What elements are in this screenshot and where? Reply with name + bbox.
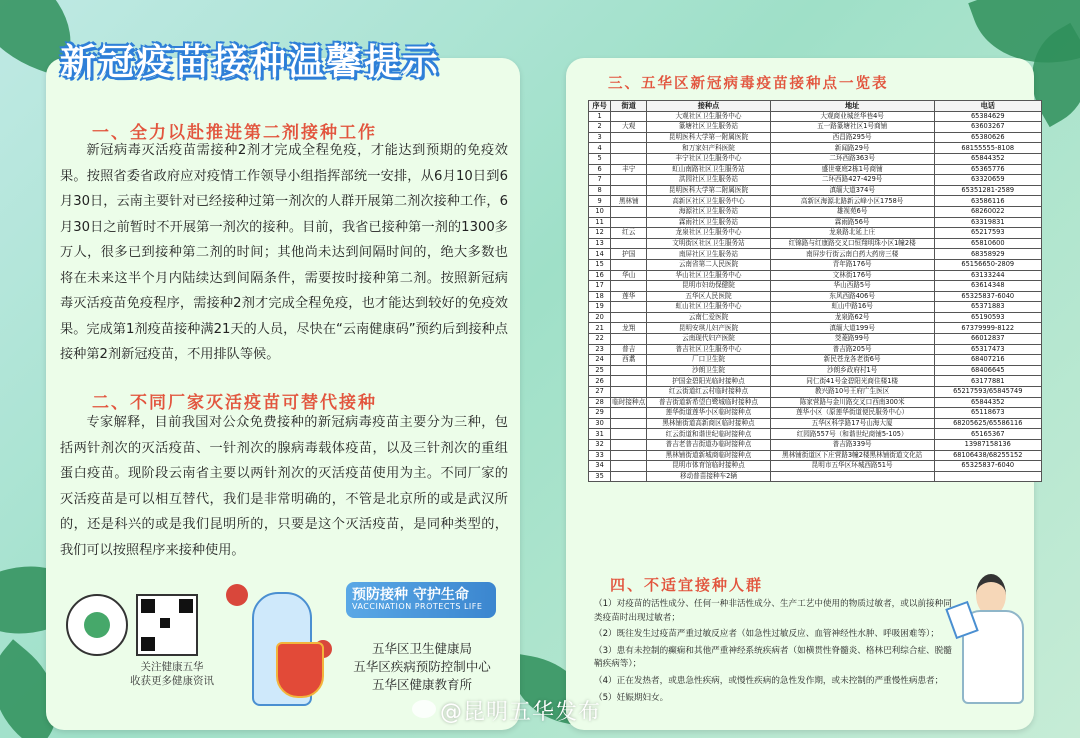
table-cell: 普吉老普吉街道办临时接种点 xyxy=(647,440,771,451)
table-cell: 65156650-2809 xyxy=(934,259,1041,270)
table-cell: 普吉路205号 xyxy=(770,344,934,355)
table-cell: 28 xyxy=(589,397,611,408)
table-row xyxy=(589,281,1042,292)
table-row xyxy=(589,323,1042,334)
table-cell: 文明街区社区卫生服务站 xyxy=(647,238,771,249)
table-row xyxy=(589,153,1042,164)
qr-marker xyxy=(141,637,155,651)
table-cell: 云南现代妇产医院 xyxy=(647,334,771,345)
table-cell: 莲华 xyxy=(611,291,647,302)
table-cell: 教兴路10号王府广生医区 xyxy=(770,387,934,398)
table-cell: 63603267 xyxy=(934,122,1041,133)
qr-marker xyxy=(141,599,155,613)
table-cell: 厂口卫生院 xyxy=(647,355,771,366)
table-cell: 65217593/65845749 xyxy=(934,387,1041,398)
section1-text xyxy=(60,138,508,368)
logo-icon xyxy=(84,612,110,638)
table-cell: 西昌路295号 xyxy=(770,132,934,143)
table-cell: 30 xyxy=(589,418,611,429)
table-cell: 大观社区卫生服务中心 xyxy=(647,111,771,122)
table-body xyxy=(589,111,1042,482)
table-row xyxy=(589,450,1042,461)
qr-cell xyxy=(160,618,170,628)
table-cell: 华山 xyxy=(611,270,647,281)
table-cell: 15 xyxy=(589,259,611,270)
table-header-cell: 地址 xyxy=(770,101,934,112)
table-cell: 4 xyxy=(589,143,611,154)
table-row xyxy=(589,122,1042,133)
table-cell: 63614348 xyxy=(934,281,1041,292)
table-cell: 29 xyxy=(589,408,611,419)
table-cell: 65371883 xyxy=(934,302,1041,313)
table-cell: 普吉社区卫生服务中心 xyxy=(647,344,771,355)
table-cell: 黑林铺 xyxy=(611,196,647,207)
table-cell xyxy=(611,132,647,143)
table-cell: 12 xyxy=(589,228,611,239)
table-cell: 红园路557号（和谐世纪商铺5-105） xyxy=(770,429,934,440)
table-cell: 68358929 xyxy=(934,249,1041,260)
table-cell xyxy=(611,217,647,228)
contraindication-item: （4）正在发热者，或患急性疾病，或慢性疾病的急性发作期，或未控制的严重慢性病患者； xyxy=(594,675,944,686)
table-row xyxy=(589,270,1042,281)
table-row xyxy=(589,429,1042,440)
table-row xyxy=(589,387,1042,398)
table-cell: 63177881 xyxy=(934,376,1041,387)
table-cell: 68205625/65586116 xyxy=(934,418,1041,429)
table-cell: 普吉街道新希望白鹭城临时接种点 xyxy=(647,397,771,408)
table-row xyxy=(589,302,1042,313)
organization-name: 五华区卫生健康局 xyxy=(371,641,472,656)
table-cell: 25 xyxy=(589,365,611,376)
table-cell: 19 xyxy=(589,302,611,313)
table-row xyxy=(589,440,1042,451)
table-cell: 65380626 xyxy=(934,132,1041,143)
table-cell: 65217593 xyxy=(934,228,1041,239)
table-cell: 63319831 xyxy=(934,217,1041,228)
table-cell: 68155555-8108 xyxy=(934,143,1041,154)
table-cell: 65810600 xyxy=(934,238,1041,249)
table-cell: 临时接种点 xyxy=(612,397,646,406)
table-header-row xyxy=(589,101,1042,112)
table-cell xyxy=(611,450,647,461)
table-cell: 滇缅大道374号 xyxy=(770,185,934,196)
table-cell: 68406645 xyxy=(934,365,1041,376)
table-row xyxy=(589,143,1042,154)
table-cell: 昆明医科大学第二附属医院 xyxy=(647,185,771,196)
table-cell: 65325837-6040 xyxy=(934,291,1041,302)
section1-title: 一、全力以赴推进第二剂接种工作 xyxy=(92,123,377,143)
table-cell xyxy=(611,175,647,186)
virus-icon xyxy=(226,584,248,606)
table-cell: 移动普苗接种车2辆 xyxy=(647,471,771,482)
section1-paragraph: 新冠病毒灭活疫苗需接种2剂才完成全程免疫，才能达到预期的免疫效果。按照省委省政府应对疫情工作领导小组指挥部统一安排，从6月10日到6月30日，云南主要针对已经接种过第一剂次的人群开展第二剂次接种工作，6月30日之前暂时不开展第一剂次的接种。目前，我省已接种第一剂的1300多万人，很多已到接种第二剂的时间；其他尚未达到间隔时间的，绝大多数也将在未来这半个月内陆续达到间隔条件，需要按时接种第二剂。按照新冠病毒灭活疫苗免疫程序，需接种2剂才完成全程免疫，也才能达到较好的免疫效果。完成第1剂疫苗接种满21天的人员，尽快在“云南健康码”预约后到接种点接种第2剂新冠疫苗，不用排队等候。 xyxy=(60,143,508,362)
nurse-illustration xyxy=(214,580,344,710)
table-cell: 65317473 xyxy=(934,344,1041,355)
table-cell xyxy=(611,143,647,154)
table-cell: 盛世豪庭2栋1号商铺 xyxy=(770,164,934,175)
table-cell: 海源社区卫生服务站 xyxy=(647,206,771,217)
table-cell: 33 xyxy=(589,450,611,461)
table-cell: 篆塘社区卫生服务站 xyxy=(647,122,771,133)
table-cell: 昆明市五华区环城西路51号 xyxy=(770,461,934,472)
table-cell: 11 xyxy=(589,217,611,228)
table-cell: 3 xyxy=(589,132,611,143)
table-cell: 华山西路5号 xyxy=(770,281,934,292)
table-cell: 65165367 xyxy=(934,429,1041,440)
table-cell: 丰宁 xyxy=(611,164,647,175)
table-row xyxy=(589,196,1042,207)
contraindication-item: （1）对疫苗的活性成分、任何一种非活性成分、生产工艺中使用的物质过敏者，或以前接种同类疫苗时出现过敏者； xyxy=(594,599,952,623)
table-cell: 云南省第二人民医院 xyxy=(647,259,771,270)
table-cell: 34 xyxy=(589,461,611,472)
table-cell: 二环西路427-429号 xyxy=(770,175,934,186)
table-cell: 32 xyxy=(589,440,611,451)
table-cell: 西翥 xyxy=(611,355,647,366)
table-cell: 9 xyxy=(589,196,611,207)
table-cell: 66012837 xyxy=(934,334,1041,345)
slogan-english: VACCINATION PROTECTS LIFE xyxy=(352,602,483,611)
table-row xyxy=(589,365,1042,376)
qr-code[interactable] xyxy=(136,594,198,656)
table-cell: 2 xyxy=(589,122,611,133)
page-title: 新冠疫苗接种温馨提示 xyxy=(60,42,441,83)
table-cell: 文林街176号 xyxy=(770,270,934,281)
table-cell: 莲华街道莲华小区临时接种点 xyxy=(647,408,771,419)
table-cell xyxy=(611,429,647,440)
section4-title: 四、不适宜接种人群 xyxy=(610,576,764,594)
table-cell: 青年路176号 xyxy=(770,259,934,270)
table-row xyxy=(589,344,1042,355)
table-row xyxy=(589,291,1042,302)
table-cell: 65351281-2589 xyxy=(934,185,1041,196)
table-cell: 35 xyxy=(589,471,611,482)
contraindication-item: （5）妊娠期妇女。 xyxy=(594,692,669,703)
table-row xyxy=(589,238,1042,249)
table-cell: 23 xyxy=(589,344,611,355)
table-cell: 护国金碧阳光临时接种点 xyxy=(647,376,771,387)
table-cell: 13987158136 xyxy=(934,440,1041,451)
shield-icon xyxy=(276,642,324,698)
table-cell: 65325837-6040 xyxy=(934,461,1041,472)
table-cell: 67379999-8122 xyxy=(934,323,1041,334)
organization-list xyxy=(348,640,496,694)
table-cell: 65365776 xyxy=(934,164,1041,175)
table-cell: 14 xyxy=(589,249,611,260)
table-cell xyxy=(611,387,647,398)
table-cell: 6 xyxy=(589,164,611,175)
table-cell: 26 xyxy=(589,376,611,387)
vaccination-site-table xyxy=(588,100,1042,482)
table-row xyxy=(589,334,1042,345)
table-cell xyxy=(611,302,647,313)
table-cell: 陈家营路与金川路交叉口西南300米 xyxy=(770,397,934,408)
table-cell: 63586116 xyxy=(934,196,1041,207)
table-cell: 虹山南路社区卫生服务站 xyxy=(647,164,771,175)
table-cell: 新民苍龙各老街6号 xyxy=(770,355,934,366)
table-cell: 南屏步行街云南白药大药房三楼 xyxy=(770,249,934,260)
table-cell: 65118673 xyxy=(934,408,1041,419)
table-row xyxy=(589,397,1042,408)
table-cell: 普吉路339号 xyxy=(770,440,934,451)
table-row xyxy=(589,376,1042,387)
contraindication-list xyxy=(594,598,954,708)
table-cell: 68260022 xyxy=(934,206,1041,217)
table-cell: 沙朗卫生院 xyxy=(647,365,771,376)
table-cell: 昆明安琪儿妇产医院 xyxy=(647,323,771,334)
table-row xyxy=(589,259,1042,270)
table-cell: 虹山中路16号 xyxy=(770,302,934,313)
table-cell: 霖雨社区卫生服务站 xyxy=(647,217,771,228)
table-cell: 昆明市体育馆临时接种点 xyxy=(647,461,771,472)
qr-caption xyxy=(130,660,214,688)
table-cell: 65844352 xyxy=(934,397,1041,408)
table-cell: 68106438/68255152 xyxy=(934,450,1041,461)
table-cell xyxy=(611,408,647,419)
table-cell: 雄视苑6号 xyxy=(770,206,934,217)
table-cell: 红云街道和谐世纪临时接种点 xyxy=(647,429,771,440)
table-cell: 20 xyxy=(589,312,611,323)
table-cell: 7 xyxy=(589,175,611,186)
table-cell: 龙泉路62号 xyxy=(770,312,934,323)
table-header-cell: 街道 xyxy=(611,101,647,112)
contraindication-item: （3）患有未控制的癫痫和其他严重神经系统疾病者（如横贯性脊髓炎、格林巴利综合症、脱髓鞘疾病等）； xyxy=(594,645,952,670)
table-cell xyxy=(611,376,647,387)
table-row xyxy=(589,408,1042,419)
table-cell: 8 xyxy=(589,185,611,196)
table-row xyxy=(589,228,1042,239)
table-row xyxy=(589,461,1042,472)
organization-name: 五华区疾病预防控制中心 xyxy=(353,659,491,674)
table-cell xyxy=(611,334,647,345)
table-cell: 昆明市妇幼保健院 xyxy=(647,281,771,292)
table-cell: 龙翔 xyxy=(611,323,647,334)
table-row xyxy=(589,111,1042,122)
table-row xyxy=(589,164,1042,175)
table-cell: 18 xyxy=(589,291,611,302)
table-cell: 红锦路与红康路交叉口恒翔明珠小区1幢2楼 xyxy=(770,238,934,249)
table-cell: 华山社区卫生服务中心 xyxy=(647,270,771,281)
table-cell xyxy=(611,418,647,429)
table-cell: 黑林铺街道高新商区临时接种点 xyxy=(647,418,771,429)
table-row xyxy=(589,132,1042,143)
table-cell: 二环西路363号 xyxy=(770,153,934,164)
table-cell xyxy=(611,185,647,196)
table-cell xyxy=(611,206,647,217)
qr-caption-line2: 收获更多健康资讯 xyxy=(130,675,214,687)
table-cell: 虹山社区卫生服务中心 xyxy=(647,302,771,313)
table-header-cell: 序号 xyxy=(589,101,611,112)
section3-title: 三、五华区新冠病毒疫苗接种点一览表 xyxy=(608,76,889,92)
table-cell: 丰宁社区卫生服务中心 xyxy=(647,153,771,164)
table-cell: 21 xyxy=(589,323,611,334)
table-cell xyxy=(611,365,647,376)
table-cell: 五华区人民医院 xyxy=(647,291,771,302)
table-cell: 红云街道红云村临时接种点 xyxy=(647,387,771,398)
table-cell: 24 xyxy=(589,355,611,366)
qr-marker xyxy=(179,599,193,613)
table-row xyxy=(589,312,1042,323)
section2-text xyxy=(60,410,508,563)
table-cell xyxy=(611,153,647,164)
table-cell: 31 xyxy=(589,429,611,440)
table-cell: 龙泉社区卫生服务中心 xyxy=(647,228,771,239)
table-cell xyxy=(934,471,1041,482)
table-cell: 大观 xyxy=(611,122,647,133)
table-cell: 5 xyxy=(589,153,611,164)
slogan-text: 预防接种 守护生命 xyxy=(352,587,469,603)
table-cell xyxy=(611,312,647,323)
section2-title: 二、不同厂家灭活疫苗可替代接种 xyxy=(92,393,377,413)
table-row xyxy=(589,185,1042,196)
watermark: @昆明五华发布 xyxy=(440,700,602,725)
table-cell: 10 xyxy=(589,206,611,217)
table-cell xyxy=(611,281,647,292)
table-cell: 63133244 xyxy=(934,270,1041,281)
table-row xyxy=(589,471,1042,482)
table-cell xyxy=(611,440,647,451)
table-cell xyxy=(770,471,934,482)
table-cell: 龙泉路北延上庄 xyxy=(770,228,934,239)
contraindication-item: （2）既往发生过疫苗严重过敏反应者（如急性过敏反应、血管神经性水肿、呼吸困难等）； xyxy=(594,629,939,640)
table-cell: 13 xyxy=(589,238,611,249)
qr-caption-line1: 关注健康五华 xyxy=(140,661,204,673)
table-cell: 新闻路29号 xyxy=(770,143,934,154)
table-cell: 63320659 xyxy=(934,175,1041,186)
table-cell: 云南仁爱医院 xyxy=(647,312,771,323)
table-cell: 高新区社区卫生服务中心 xyxy=(647,196,771,207)
table-cell: 16 xyxy=(589,270,611,281)
table-cell: 高新区海源北路新云峰小区1758号 xyxy=(770,196,934,207)
table-cell: 滇缅大道199号 xyxy=(770,323,934,334)
table-cell: 65384629 xyxy=(934,111,1041,122)
table-cell xyxy=(611,461,647,472)
table-cell: 黑林铺街道区下庄营路3幢2楼黑林铺街道文化站 xyxy=(770,450,934,461)
table-cell: 红云 xyxy=(611,228,647,239)
table-cell: 护国 xyxy=(611,249,647,260)
table-cell: 同仁街41号金碧阳光商住楼1楼 xyxy=(770,376,934,387)
table-cell: 22 xyxy=(589,334,611,345)
table-cell: 17 xyxy=(589,281,611,292)
weibo-logo-icon xyxy=(412,700,436,718)
table-cell: 大观商业城丝华巷4号 xyxy=(770,111,934,122)
table-cell: 65844352 xyxy=(934,153,1041,164)
table-cell: 五华区科学路17号山海大厦 xyxy=(770,418,934,429)
table-row xyxy=(589,206,1042,217)
table-cell: 洪园社区卫生服务站 xyxy=(647,175,771,186)
table-row xyxy=(589,418,1042,429)
doctor-illustration xyxy=(950,570,1030,720)
table-cell xyxy=(611,259,647,270)
table-cell: 68407216 xyxy=(934,355,1041,366)
section2-paragraph: 专家解释，目前我国对公众免费接种的新冠病毒疫苗主要分为三种，包括两针剂次的灭活疫苗、一针剂次的腺病毒载体疫苗，以及三针剂次的重组蛋白疫苗。现阶段云南省主要以两针剂次的灭活疫苗使用为主。不同厂家的灭活疫苗是可以相互替代，我们是非常明确的，不管是北京所的或是武汉所的，还是科兴的或是我们昆明所的，只要是这个灭活疫苗，是同种类型的，我们可以按照程序来接种使用。 xyxy=(60,415,508,558)
table-cell: 东风西路406号 xyxy=(770,291,934,302)
table-cell: 昆明医科大学第一附属医院 xyxy=(647,132,771,143)
table-cell xyxy=(611,238,647,249)
table-row xyxy=(589,217,1042,228)
table-cell: 茭菱路99号 xyxy=(770,334,934,345)
table-row xyxy=(589,175,1042,186)
table-header-cell: 电话 xyxy=(934,101,1041,112)
organization-name: 五华区健康教育所 xyxy=(371,677,472,692)
table-cell: 沙朗乡政府村1号 xyxy=(770,365,934,376)
slogan-badge xyxy=(346,582,496,618)
health-logo-qr[interactable] xyxy=(66,594,128,656)
table-cell xyxy=(611,111,647,122)
table-row xyxy=(589,355,1042,366)
table-cell: 霖雨路56号 xyxy=(770,217,934,228)
table-cell: 五一路篆塘社区1号商铺 xyxy=(770,122,934,133)
table-cell: 和万家妇产科医院 xyxy=(647,143,771,154)
table-cell: 南屏社区卫生服务站 xyxy=(647,249,771,260)
table-cell: 普吉 xyxy=(611,344,647,355)
table-cell xyxy=(611,471,647,482)
table-row xyxy=(589,249,1042,260)
table-cell: 65190593 xyxy=(934,312,1041,323)
table-cell: 黑林铺街道新城商临时接种点 xyxy=(647,450,771,461)
table-header-cell: 接种点 xyxy=(647,101,771,112)
table-cell: 1 xyxy=(589,111,611,122)
table-cell: 莲华小区（原莲华街道便民服务中心） xyxy=(770,408,934,419)
table-cell: 27 xyxy=(589,387,611,398)
